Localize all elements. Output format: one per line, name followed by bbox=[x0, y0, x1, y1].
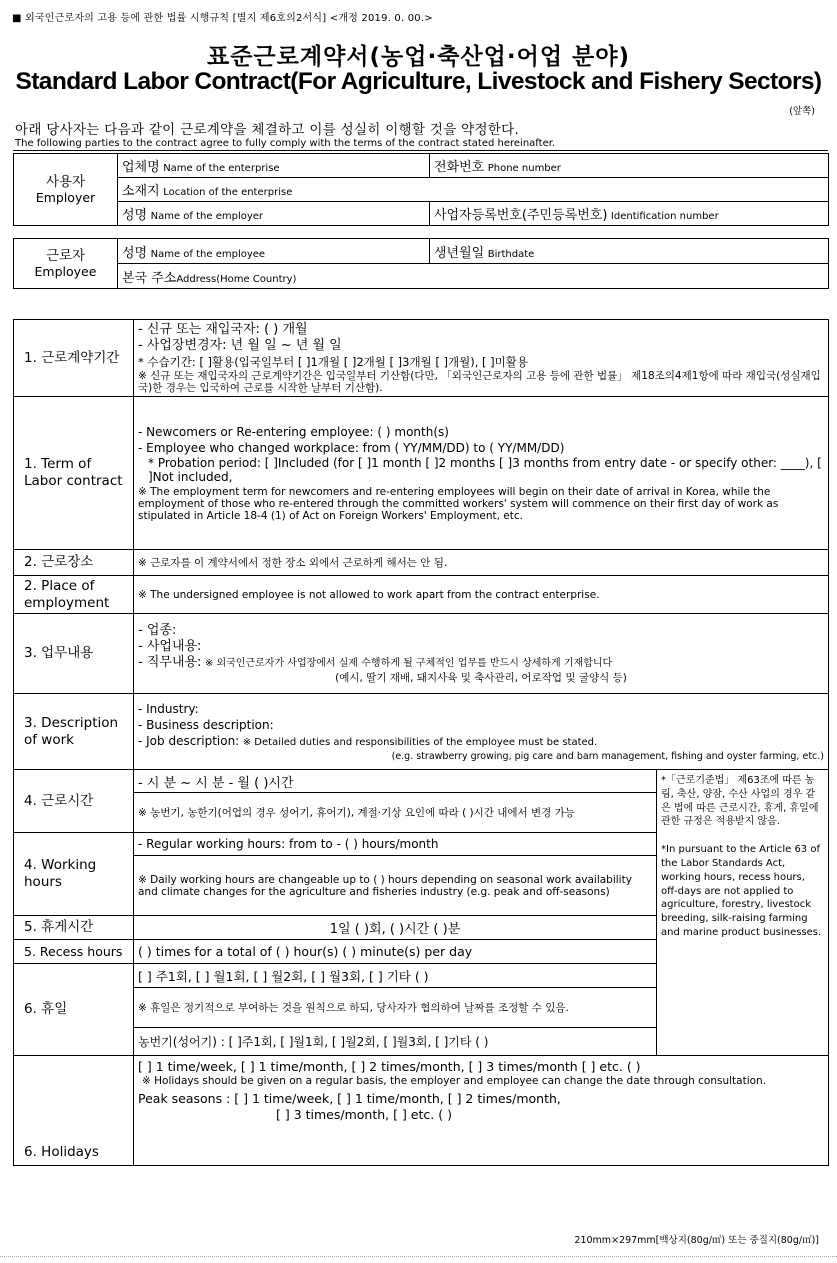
term-ko-content[interactable]: - 신규 또는 재입국자: ( ) 개월 - 사업장변경자: 년 월 일 ~ 년 월 일 * 수습기간: [ ]활용(입국일부터 [ ]1개월 [ ]2개월 [ ]3개월 [ ]개월), [ ]미활용 ※ 신규 또는 재입국자의 근로계약기간은 입국일부터 기산함(다만, 「외국인근로자의 고용 등에 관한 법률」 제18조의4제1항에 따라 재입국(성실재입국)한 경우는 입국하여 근로를 시작한 날부터 기산함). bbox=[134, 320, 829, 397]
intro-english: The following parties to the contract agree to fully comply with the terms of the contract stated hereinafter. bbox=[15, 138, 556, 149]
recess-en-field[interactable]: ( ) times for a total of ( ) hour(s) ( ) minute(s) per day bbox=[134, 940, 657, 964]
term-label-en: 1. Term of Labor contract bbox=[14, 397, 134, 550]
hours-ko-note: ※ 농번기, 농한기(어업의 경우 성어기, 휴어기), 계절·기상 요인에 따라 ( )시간 내에서 변경 가능 bbox=[134, 793, 657, 833]
hours-ko-range[interactable]: - 시 분 ~ 시 분 - 월 ( )시간 bbox=[134, 770, 657, 793]
work-ko-content[interactable]: - 업종: - 사업내용: - 직무내용: ※ 외국인근로자가 사업장에서 실제 수행하게 될 구체적인 업무를 반드시 상세하게 기재합니다 (예시, 딸기 재배, 돼지사육 및 축사관리, 어로작업 및 굴양식 등) bbox=[134, 614, 829, 694]
contract-sections-table bbox=[13, 319, 829, 1166]
recess-ko-field[interactable]: 1일 ( )회, ( )시간 ( )분 bbox=[134, 916, 657, 940]
title-english: Standard Labor Contract(For Agriculture, Livestock and Fishery Sectors) bbox=[15, 68, 822, 95]
recess-label-en: 5. Recess hours bbox=[14, 940, 134, 964]
place-label-en: 2. Place of employment bbox=[14, 576, 134, 614]
location-field[interactable]: 소재지 Location of the enterprise bbox=[118, 178, 829, 202]
work-en-content[interactable]: - Industry: - Business description: - Job description: ※ Detailed duties and responsibilities of the employee must be stated. (e.g. strawberry growing, pig care and barn management, fishing and oyster farming, etc.) bbox=[134, 694, 829, 770]
paper-spec: 210mm×297mm[백상지(80g/㎡) 또는 중질지(80g/㎡)] bbox=[574, 1235, 819, 1246]
employee-name-field[interactable]: 성명 Name of the employee bbox=[118, 239, 430, 264]
front-side-label: (앞쪽) bbox=[789, 106, 815, 117]
place-en-text: ※ The undersigned employee is not allowed to work apart from the contract enterprise. bbox=[134, 576, 829, 614]
holidays-ko-peak[interactable]: 농번기(성어기) : [ ]주1회, [ ]월1회, [ ]월2회, [ ]월3회, [ ]기타 ( ) bbox=[134, 1028, 657, 1056]
employer-name-field[interactable]: 성명 Name of the employer bbox=[118, 202, 430, 226]
place-label-ko: 2. 근로장소 bbox=[14, 550, 134, 576]
id-number-field[interactable]: 사업자등록번호(주민등록번호) Identification number bbox=[430, 202, 829, 226]
bottom-dotted-rule bbox=[0, 1256, 837, 1257]
holidays-ko-note: ※ 휴일은 정기적으로 부여하는 것을 원칙으로 하되, 당사자가 협의하여 날짜를 조정할 수 있음. bbox=[134, 988, 657, 1028]
holidays-label-ko: 6. 휴일 bbox=[14, 964, 134, 1056]
employee-table bbox=[13, 238, 829, 289]
form-reference: ■ 외국인근로자의 고용 등에 관한 법률 시행규칙 [별지 제6호의2서식] <개정 2019. 0. 00.> bbox=[12, 13, 433, 24]
holidays-ko-options[interactable]: [ ] 주1회, [ ] 월1회, [ ] 월2회, [ ] 월3회, [ ] 기타 ( ) bbox=[134, 964, 657, 988]
employer-table bbox=[13, 153, 829, 226]
term-label-ko: 1. 근로계약기간 bbox=[14, 320, 134, 397]
hours-en-note: ※ Daily working hours are changeable up to ( ) hours depending on seasonal work availability and climate changes for the agriculture and fisheries industry (e.g. peak and off-seasons) bbox=[134, 856, 657, 916]
work-label-en: 3. Description of work bbox=[14, 694, 134, 770]
employer-label: 사용자 Employer bbox=[14, 154, 118, 226]
title-korean: 표준근로계약서(농업·축산업·어업 분야) bbox=[207, 44, 630, 70]
holidays-en-content[interactable]: [ ] 1 time/week, [ ] 1 time/month, [ ] 2 times/month, [ ] 3 times/month [ ] etc. ( ) ※ Holidays should be given on a regular basis, the employer and employee can change the date through consultation. Peak seasons : [ ] 1 time/week, [ ] 1 time/month, [ ] 2 times/month, [ ] 3 times/month, [ ] etc. ( ) bbox=[134, 1056, 829, 1166]
hours-label-ko: 4. 근로시간 bbox=[14, 770, 134, 833]
address-field[interactable]: 본국 주소Address(Home Country) bbox=[118, 264, 829, 289]
top-rule bbox=[13, 150, 828, 151]
recess-label-ko: 5. 휴게시간 bbox=[14, 916, 134, 940]
hours-en-range[interactable]: - Regular working hours: from to - ( ) hours/month bbox=[134, 833, 657, 856]
holidays-label-en: 6. Holidays bbox=[14, 1056, 134, 1166]
enterprise-name-field[interactable]: 업체명 Name of the enterprise bbox=[118, 154, 430, 178]
side-note: *「근로기준법」 제63조에 따른 농림, 축산, 양잠, 수산 사업의 경우 같은 법에 따른 근로시간, 휴게, 휴일에 관한 규정은 적용받지 않음. *In pursuant to the Article 63 of the Labor Standards Act, working hours, recess hours, off-days are not applied to agriculture, forestry, livestock breeding, silk-raising farming and marine product businesses. bbox=[657, 770, 829, 1056]
employee-label: 근로자 Employee bbox=[14, 239, 118, 289]
intro-korean: 아래 당사자는 다음과 같이 근로계약을 체결하고 이를 성실히 이행할 것을 약정한다. bbox=[15, 122, 520, 138]
phone-field[interactable]: 전화번호 Phone number bbox=[430, 154, 829, 178]
hours-label-en: 4. Working hours bbox=[14, 833, 134, 916]
place-ko-text: ※ 근로자를 이 계약서에서 정한 장소 외에서 근로하게 해서는 안 됨. bbox=[134, 550, 829, 576]
birthdate-field[interactable]: 생년월일 Birthdate bbox=[430, 239, 829, 264]
term-en-content[interactable]: - Newcomers or Re-entering employee: ( ) month(s) - Employee who changed workplace: from ( YY/MM/DD) to ( YY/MM/DD) * Probation period: [ ]Included (for [ ]1 month [ ]2 months [ ]3 months from entry date - or specify other: ____), [ ]Not included, ※ The employment term for newcomers and re-entering employees will begin on their date of arrival in Korea, while the employment of those who re-entered through the committed workers' system will commence on their first day of work as stipulated in Article 18-4 (1) of Act on Foreign Workers' Employment, etc. bbox=[134, 397, 829, 550]
work-label-ko: 3. 업무내용 bbox=[14, 614, 134, 694]
